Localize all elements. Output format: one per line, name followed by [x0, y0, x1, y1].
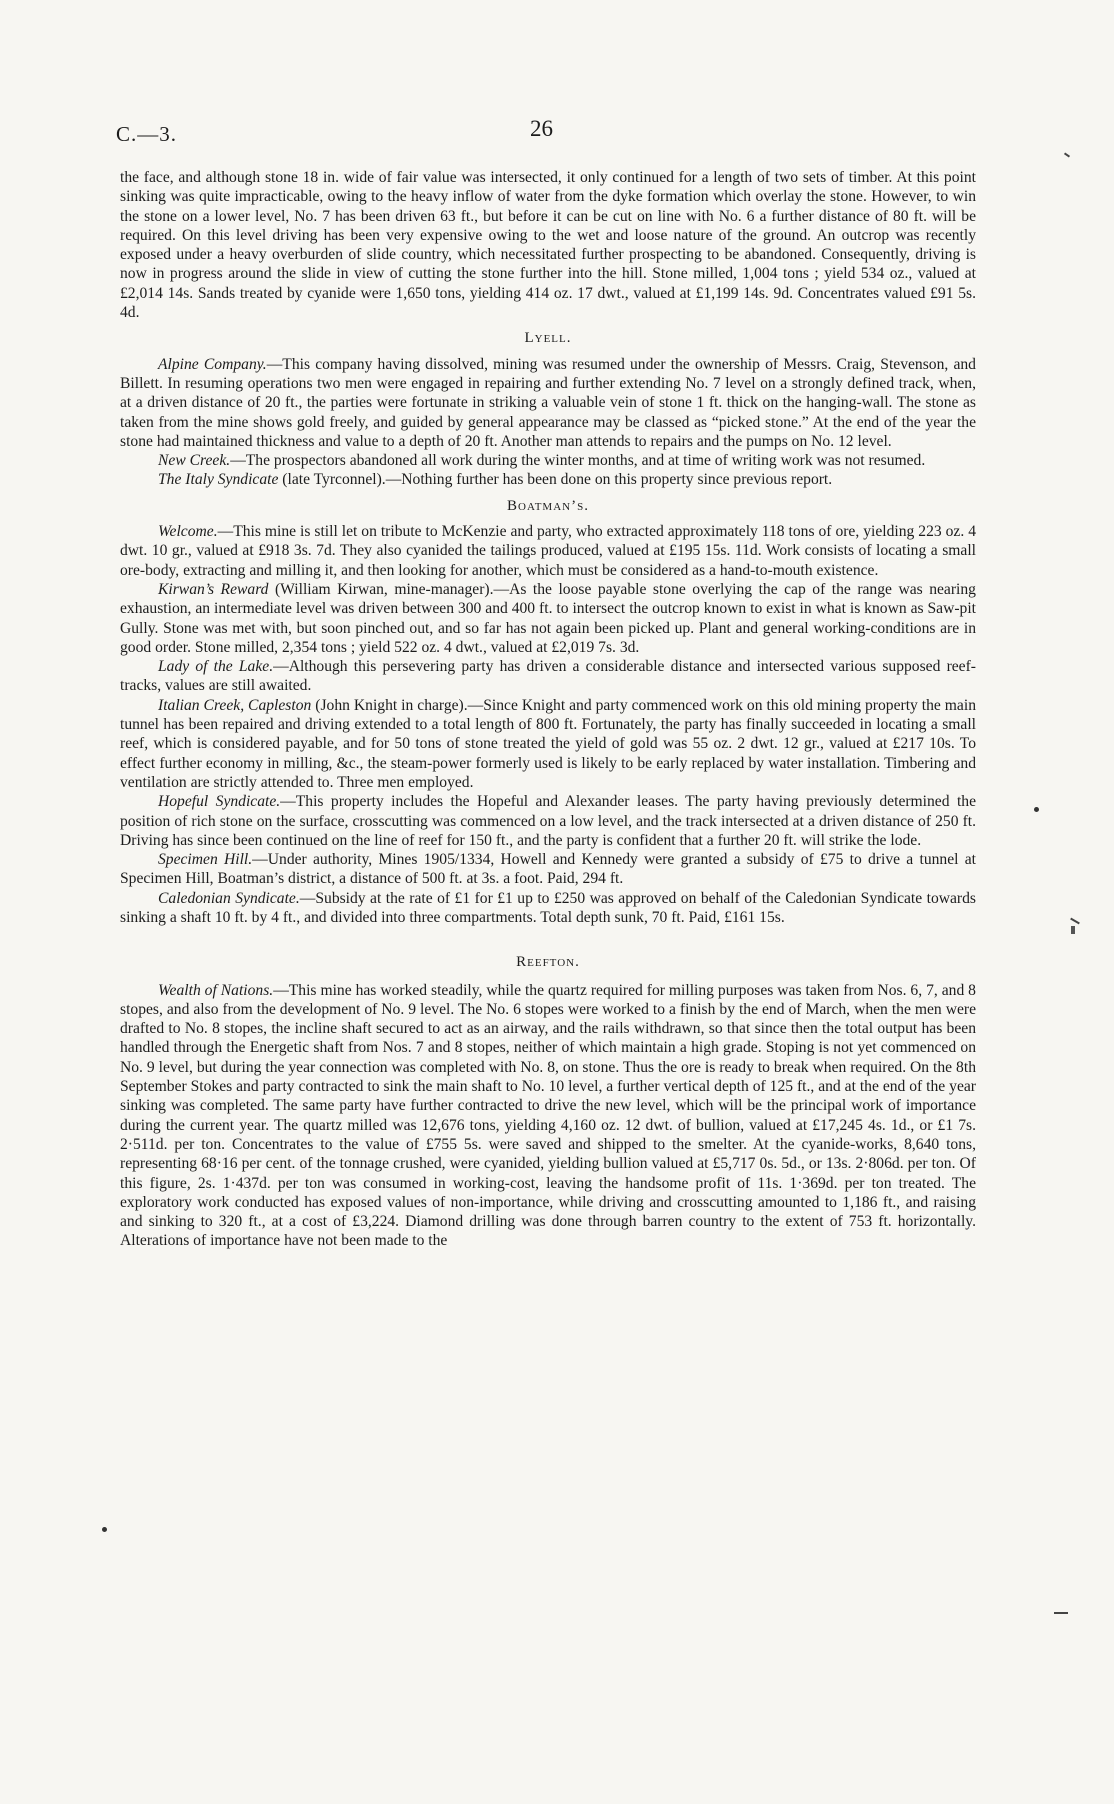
paragraph-lady-of-the-lake — [120, 657, 976, 696]
property-name: Welcome. — [158, 523, 218, 541]
paragraph-text: (John Knight in charge).—Since Knight and party commenced work on this old mining property the main tunnel has been repaired and driving extended to a total length of 800 ft. Fortunately, the party has finally succeeded in locating a small reef, which is considered payable, and for 50 tons of stone treated the yield of gold was 55 oz. 2 dwt. 12 gr., valued at £217 10s. To effect further economy in milling, &c., the steam-power formerly used is likely to be early replaced by water installation. Timbering and ventilation are strictly attended to. Three men employed. — [120, 696, 976, 791]
property-name: Wealth of Nations. — [158, 981, 274, 999]
paragraph-new-creek — [120, 451, 976, 470]
paragraph-specimen-hill — [120, 850, 976, 889]
property-name: Kirwan’s Reward — [158, 580, 269, 598]
paragraph-kirwans-reward — [120, 580, 976, 657]
property-name: New Creek. — [158, 452, 231, 470]
paragraph-wealth-of-nations — [120, 981, 976, 1251]
paragraph-text: (late Tyrconnel).—Nothing further has been done on this property since previous report. — [278, 471, 833, 489]
paragraph-hopeful-syndicate — [120, 792, 976, 850]
page-number: 26 — [530, 116, 553, 141]
page-body — [120, 168, 976, 1251]
scan-mark — [102, 1527, 107, 1532]
property-name: Alpine Company. — [158, 355, 267, 373]
paragraph-text: —This mine has worked steadily, while the quartz required for milling purposes was taken from Nos. 6, 7, and 8 stopes, and also from the development of No. 9 level. The No. 6 stopes were worked to a finish by the end of March, when the men were drafted to No. 8 stopes, the incline shaft secured to act as an airway, and the rails withdrawn, so that since then the total output has been handled through the Energetic shaft from Nos. 7 and 8 stopes, neither of which maintain a high grade. Stoping is not yet commenced on No. 9 level, but during the year connection was completed with No. 8, on stone. Thus the ore is ready to break when required. On the 8th September Stokes and party contracted to sink the main shaft to No. 10 level, a further vertical depth of 125 ft., and at the end of the year sinking was completed. The same party have further contracted to drive the new level, which will be the principal work of importance during the current year. The quartz milled was 12,676 tons, yielding 4,160 oz. 12 dwt. of bullion, valued at £17,245 4s. 1d., or £1 7s. 2·511d. per ton. Concentrates to the value of £755 5s. were saved and shipped to the smelter. At the cyanide-works, 8,640 tons, representing 68·16 per cent. of the tonnage crushed, were cyanided, yielding bullion valued at £5,717 0s. 5d., or 13s. 2·806d. per ton. Of this figure, 2s. 1·437d. per ton was consumed in working-cost, leaving the handsome profit of 11s. 1·369d. per ton treated. The exploratory work conducted has exposed values of non-importance, while driving and crosscutting amounted to 1,186 ft., and raising and sinking to 320 ft., at a cost of £3,224. Diamond drilling was done through barren country to the extent of 753 ft. horizontally. Alterations of importance have not been made to the — [120, 981, 976, 1250]
scan-mark — [1054, 1612, 1068, 1614]
property-name: Hopeful Syndicate. — [158, 793, 281, 811]
paragraph-text: (William Kirwan, mine-manager).—As the loose payable stone overlying the cap of the range was nearing exhaustion, an intermediate level was driven between 300 and 400 ft. to intersect the outcrop known to exist in what is known as Saw-pit Gully. Stone was met with, but soon pinched out, and so far has not again been picked up. Plant and general working-conditions are in good order. Stone milled, 2,354 tons ; yield 522 oz. 4 dwt., valued at £2,019 7s. 3d. — [120, 580, 976, 656]
property-name: Lady of the Lake. — [158, 658, 274, 676]
paragraph-text: —Subsidy at the rate of £1 for £1 up to £250 was approved on behalf of the Caledonian Syndicate towards sinking a shaft 10 ft. by 4 ft., and divided into three compartments. Total depth sunk, 70 ft. Paid, £161 15s. — [120, 889, 976, 926]
section-heading-lyell: Lyell. — [524, 330, 572, 347]
section-heading-reefton: Reefton. — [516, 954, 580, 971]
paragraph-text: —This mine is still let on tribute to McKenzie and party, who extracted approximately 118 tons of ore, yielding 223 oz. 4 dwt. 10 gr., valued at £918 3s. 7d. They also cyanided the tailings produced, valued at £195 15s. 11d. Work consists of locating a small ore-body, extracting and milling it, and then looking for another, which must be considered as a hand-to-mouth existence. — [120, 523, 976, 579]
report-code: C.—3. — [116, 122, 178, 146]
property-name: Specimen Hill. — [158, 851, 253, 869]
paragraph-welcome — [120, 522, 976, 580]
paragraph-text: —This property includes the Hopeful and Alexander leases. The party having previously determined the position of rich stone on the surface, crosscutting was commenced on a low level, and the track intersected at a driven distance of 250 ft. Driving has since been continued on the line of reef for 150 ft., and the party is confident that a further 20 ft. will strike the lode. — [120, 793, 976, 849]
paragraph-text: —This company having dissolved, mining was resumed under the ownership of Messrs. Craig, Stevenson, and Billett. In resuming operations two men were engaged in repairing and further extending No. 7 level on a strongly defined track, when, at a driven distance of 20 ft., the parties were fortunate in striking a valuable vein of stone 1 ft. thick on the hanging-wall. The stone as taken from the mine shows gold freely, and guided by general appearance may be classed as “picked stone.” At the end of the year the stone had maintained thickness and value to a depth of 20 ft. Another man attends to repairs and the pumps on No. 12 level. — [120, 355, 976, 450]
property-name: The Italy Syndicate — [158, 471, 279, 489]
paragraph-text: —The prospectors abandoned all work during the winter months, and at time of writing work was not resumed. — [230, 452, 926, 470]
paragraph-text: —Under authority, Mines 1905/1334, Howell and Kennedy were granted a subsidy of £75 to drive a tunnel at Specimen Hill, Boatman’s district, a distance of 500 ft. at 3s. a foot. Paid, 294 ft. — [120, 851, 976, 888]
property-name: Caledonian Syndicate. — [158, 889, 300, 907]
scan-mark — [1071, 926, 1075, 934]
paragraph-caledonian-syndicate — [120, 889, 976, 928]
section-heading-boatmans: Boatman’s. — [507, 497, 589, 514]
scan-mark — [1064, 152, 1070, 157]
paragraph-italian-creek — [120, 696, 976, 792]
paragraph-text: —Although this persevering party has driven a considerable distance and intersected various supposed reef-tracks, values are still awaited. — [120, 658, 976, 695]
property-name: Italian Creek, Capleston — [158, 696, 312, 714]
scan-mark — [1034, 807, 1039, 812]
paragraph-italy-syndicate — [120, 470, 976, 489]
paragraph-alpine-company — [120, 355, 976, 451]
intro-paragraph: the face, and although stone 18 in. wide of fair value was intersected, it only continued for a length of two sets of timber. At this point sinking was quite impracticable, owing to the heavy inflow of water from the dyke formation which overlay the stone. However, to win the stone on a lower level, No. 7 has been driven 63 ft., but before it can be cut on line with No. 6 a further distance of 80 ft. will be required. On this level driving has been very expensive owing to the wet and loose nature of the ground. An outcrop was recently exposed under a heavy overburden of slide country, which necessitated further prospecting to be abandoned. Consequently, driving is now in progress around the slide in view of cutting the stone further into the hill. Stone milled, 1,004 tons ; yield 534 oz., valued at £2,014 14s. Sands treated by cyanide were 1,650 tons, yielding 414 oz. 17 dwt., valued at £1,199 14s. 9d. Concentrates valued £91 5s. 4d. — [120, 169, 976, 322]
scan-mark — [1070, 918, 1080, 925]
